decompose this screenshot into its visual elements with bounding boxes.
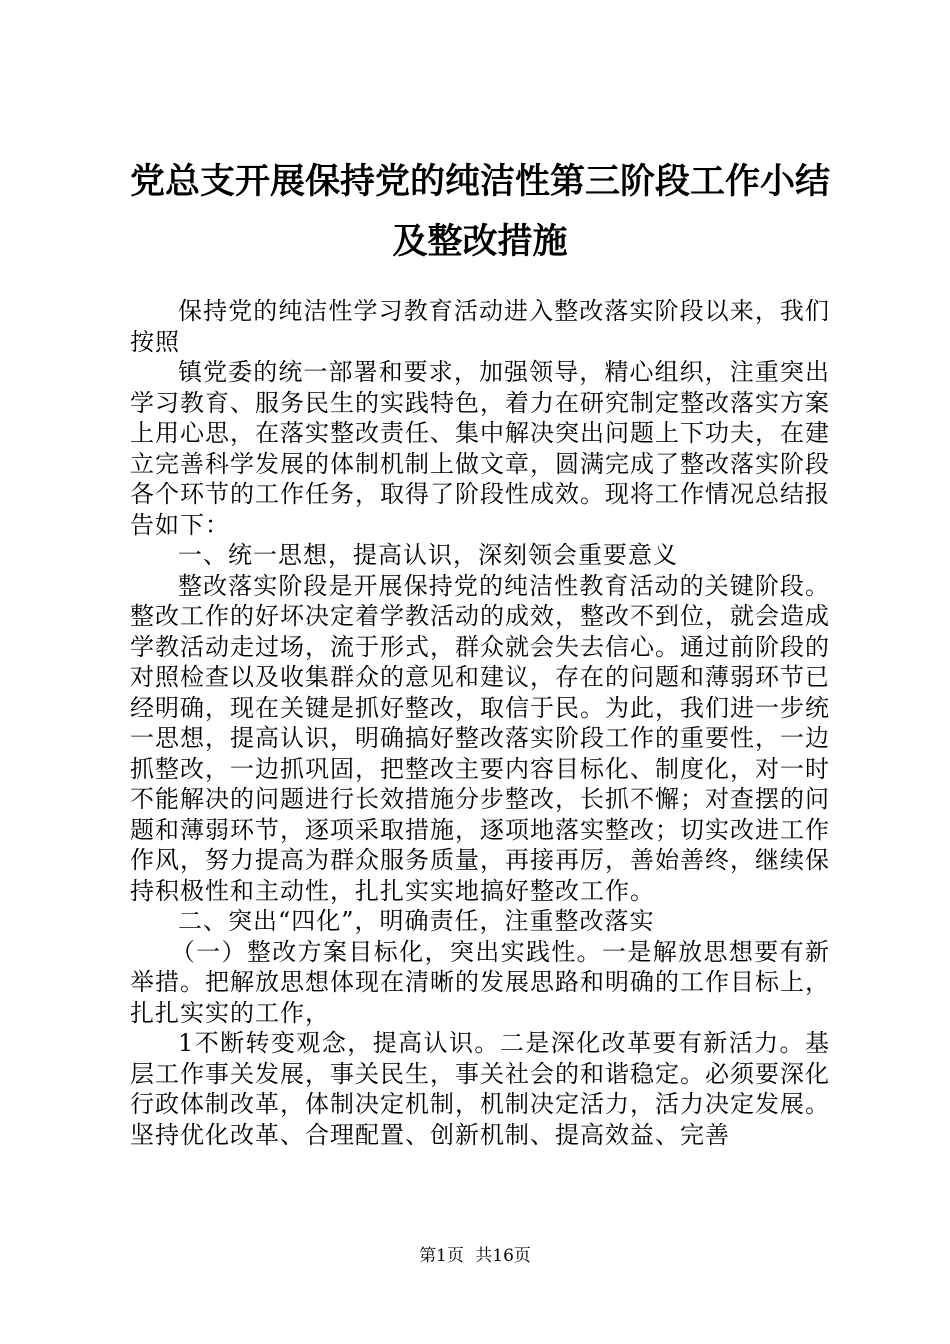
document-title-line-2: 及整改措施 [392,221,568,262]
section-heading-2: 二、突出“四化”，明确责任，注重整改落实 [178,907,655,935]
paragraph-intro: 保持党的纯洁性学习教育活动进入整改落实阶段以来，我们按照 [130,297,830,356]
document-body [130,296,830,1150]
page-total: 共16页 [475,1246,531,1266]
section-heading-1: 一、统一思想，提高认识，深刻领会重要意义 [178,541,678,569]
page-footer [0,1246,950,1266]
paragraph-subsection-1: （一）整改方案目标化，突出实践性。一是解放思想要有新举措。把解放思想体现在清晰的发展思路和明确的工作目标上，扎扎实实的工作， [130,937,830,1027]
paragraph-summary: 镇党委的统一部署和要求，加强领导，精心组织，注重突出学习教育、服务民生的实践特色，着力在研究制定整改落实方案上用心思，在落实整改责任、集中解决突出问题上下功夫，在建立完善科学发展的体制机制上做文章，圆满完成了整改落实阶段各个环节的工作任务，取得了阶段性成效。现将工作情况总结报告如下： [130,358,830,539]
paragraph-continuation: 1不断转变观念，提高认识。二是深化改革要有新活力。基层工作事关发展，事关民生，事关社会的和谐稳定。必须要深化行政体制改革，体制决定机制，机制决定活力，活力决定发展。坚持优化改革、合理配置、创新机制、提高效益、完善 [130,1029,830,1149]
paragraph-section-1: 整改落实阶段是开展保持党的纯洁性教育活动的关键阶段。整改工作的好坏决定着学教活动的成效，整改不到位，就会造成学教活动走过场，流于形式，群众就会失去信心。通过前阶段的对照检查以及收集群众的意见和建议，存在的问题和薄弱环节已经明确，现在关键是抓好整改，取信于民。为此，我们进一步统一思想，提高认识，明确搞好整改落实阶段工作的重要性，一边抓整改，一边抓巩固，把整改主要内容目标化、制度化，对一时不能解决的问题进行长效措施分步整改，长抓不懈；对查摆的问题和薄弱环节，逐项采取措施，逐项地落实整改；切实改进工作作风，努力提高为群众服务质量，再接再厉，善始善终，继续保持积极性和主动性，扎扎实实地搞好整改工作。 [130,571,830,905]
document-title-line-1: 党总支开展保持党的纯洁性第三阶段工作小结 [129,161,830,202]
page-number: 第1页 [419,1246,464,1266]
